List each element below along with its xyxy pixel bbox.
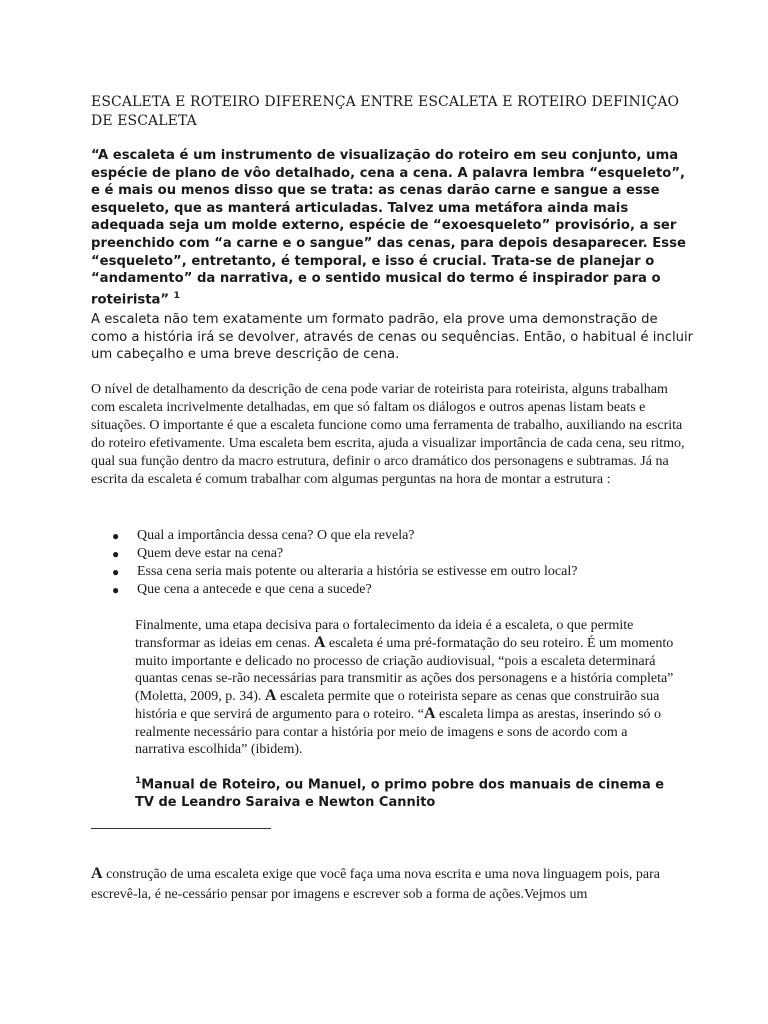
- citation-text-3: escaleta permite que o roteirista separe as cenas que construirão sua história e que servirá de argumento para o roteiro. “: [135, 689, 660, 723]
- question-text: Qual a importância dessa cena? O que ela revela?: [137, 528, 415, 543]
- list-item: [91, 563, 691, 581]
- document-title: ESCALETA E ROTEIRO DIFERENÇA ENTRE ESCALETA E ROTEIRO DEFINIÇAO DE ESCALETA: [91, 94, 680, 129]
- list-item: [91, 527, 691, 545]
- citation-paragraph: [135, 617, 680, 758]
- quote-text: “A escaleta é um instrumento de visualização do roteiro em seu conjunto, uma espécie de plano de vôo detalhado, cena a cena. A palavra lembra “esqueleto”, e é mais ou menos disso que se trata: as cenas darão carne e sangue a esse esqueleto, que as manterá articuladas. Talvez uma metáfora ainda mais adequada seja um molde externo, espécie de “exoesqueleto” provisório, a ser preenchido com “a carne e o sangue” das cenas, para depois desaparecer. Esse “esqueleto”, entretanto, é temporal, e isso é crucial. Trata-se de planejar o “andamento” da narrativa, e o sentido musical do termo é inspirador para o roteirista”: [91, 148, 686, 308]
- final-paragraph: [91, 864, 691, 905]
- drop-letter: A: [313, 634, 326, 652]
- paragraph-detail: O nível de detalhamento da descrição de cena pode variar de roteirista para roteirista, alguns trabalham com escaleta incrivelmente detalhadas, em que só faltam os diálogos e outros apenas listam beats e situações. O importante é que a escaleta funcione como uma ferramenta de trabalho, auxiliando na escrita do roteiro efetivamente. Uma escaleta bem escrita, ajuda a visualizar importância de cada cena, seu ritmo, qual sua função dentro da macro estrutura, definir o arco dramático dos personagens e subtramas. Já na escrita da escaleta é comum trabalhar com algumas perguntas na hora de montar a estrutura :: [91, 382, 685, 487]
- final-paragraph-text: construção de uma escaleta exige que você faça uma nova escrita e uma nova linguagem pois, para escrevê-la, é ne-cessário pensar por imagens e escrever sob a forma de ações.Vejmos um: [91, 867, 660, 902]
- footnote-divider: [91, 828, 271, 829]
- citation-text-4: escaleta limpa as arestas, inserindo só o realmente necessário para contar a história por meio de imagens e sons de acordo com a narrativa escolhida” (ibidem).: [135, 707, 662, 758]
- footnote-text: Manual de Roteiro, ou Manuel, o primo pobre dos manuais de cinema e TV de Leandro Saraiva e Newton Cannito: [135, 777, 665, 811]
- footnote-mark: 1: [135, 776, 142, 786]
- question-text: Quem deve estar na cena?: [137, 546, 284, 561]
- citation-text-1: Finalmente, uma etapa decisiva para o fortalecimento da ideia é a escaleta, o que permite transformar as ideias em cenas.: [135, 618, 634, 652]
- drop-letter: A: [264, 687, 277, 705]
- bullet-icon: ●: [112, 547, 120, 561]
- question-list: [91, 527, 691, 599]
- citation-text-2: escaleta é uma pré-formatação do seu roteiro. É um momento muito importante e delicado no processo de criação audiovisual, “pois a escaleta determinará quantas cenas se-rão necessárias para transmitir as ações dos personagens e a história completa” (Moletta, 2009, p. 34).: [135, 636, 674, 705]
- bullet-icon: ●: [112, 583, 120, 597]
- list-item: [91, 581, 691, 599]
- footnote-reference[interactable]: 1: [173, 290, 180, 301]
- paragraph-format: A escaleta não tem exatamente um formato padrão, ela prove uma demonstração de como a história irá se devolver, através de cenas ou sequências. Então, o habitual é incluir um cabeçalho e uma breve descrição de cena.: [91, 312, 694, 363]
- list-item: [91, 545, 691, 563]
- bullet-icon: ●: [112, 565, 120, 579]
- question-text: Essa cena seria mais potente ou alteraria a história se estivesse em outro local?: [137, 564, 578, 579]
- drop-letter: A: [423, 705, 436, 723]
- drop-letter: A: [91, 865, 103, 882]
- bullet-icon: ●: [112, 529, 120, 543]
- question-text: Que cena a antecede e que cena a sucede?: [137, 582, 372, 597]
- opening-quote: [91, 147, 696, 309]
- footnote: [135, 772, 680, 812]
